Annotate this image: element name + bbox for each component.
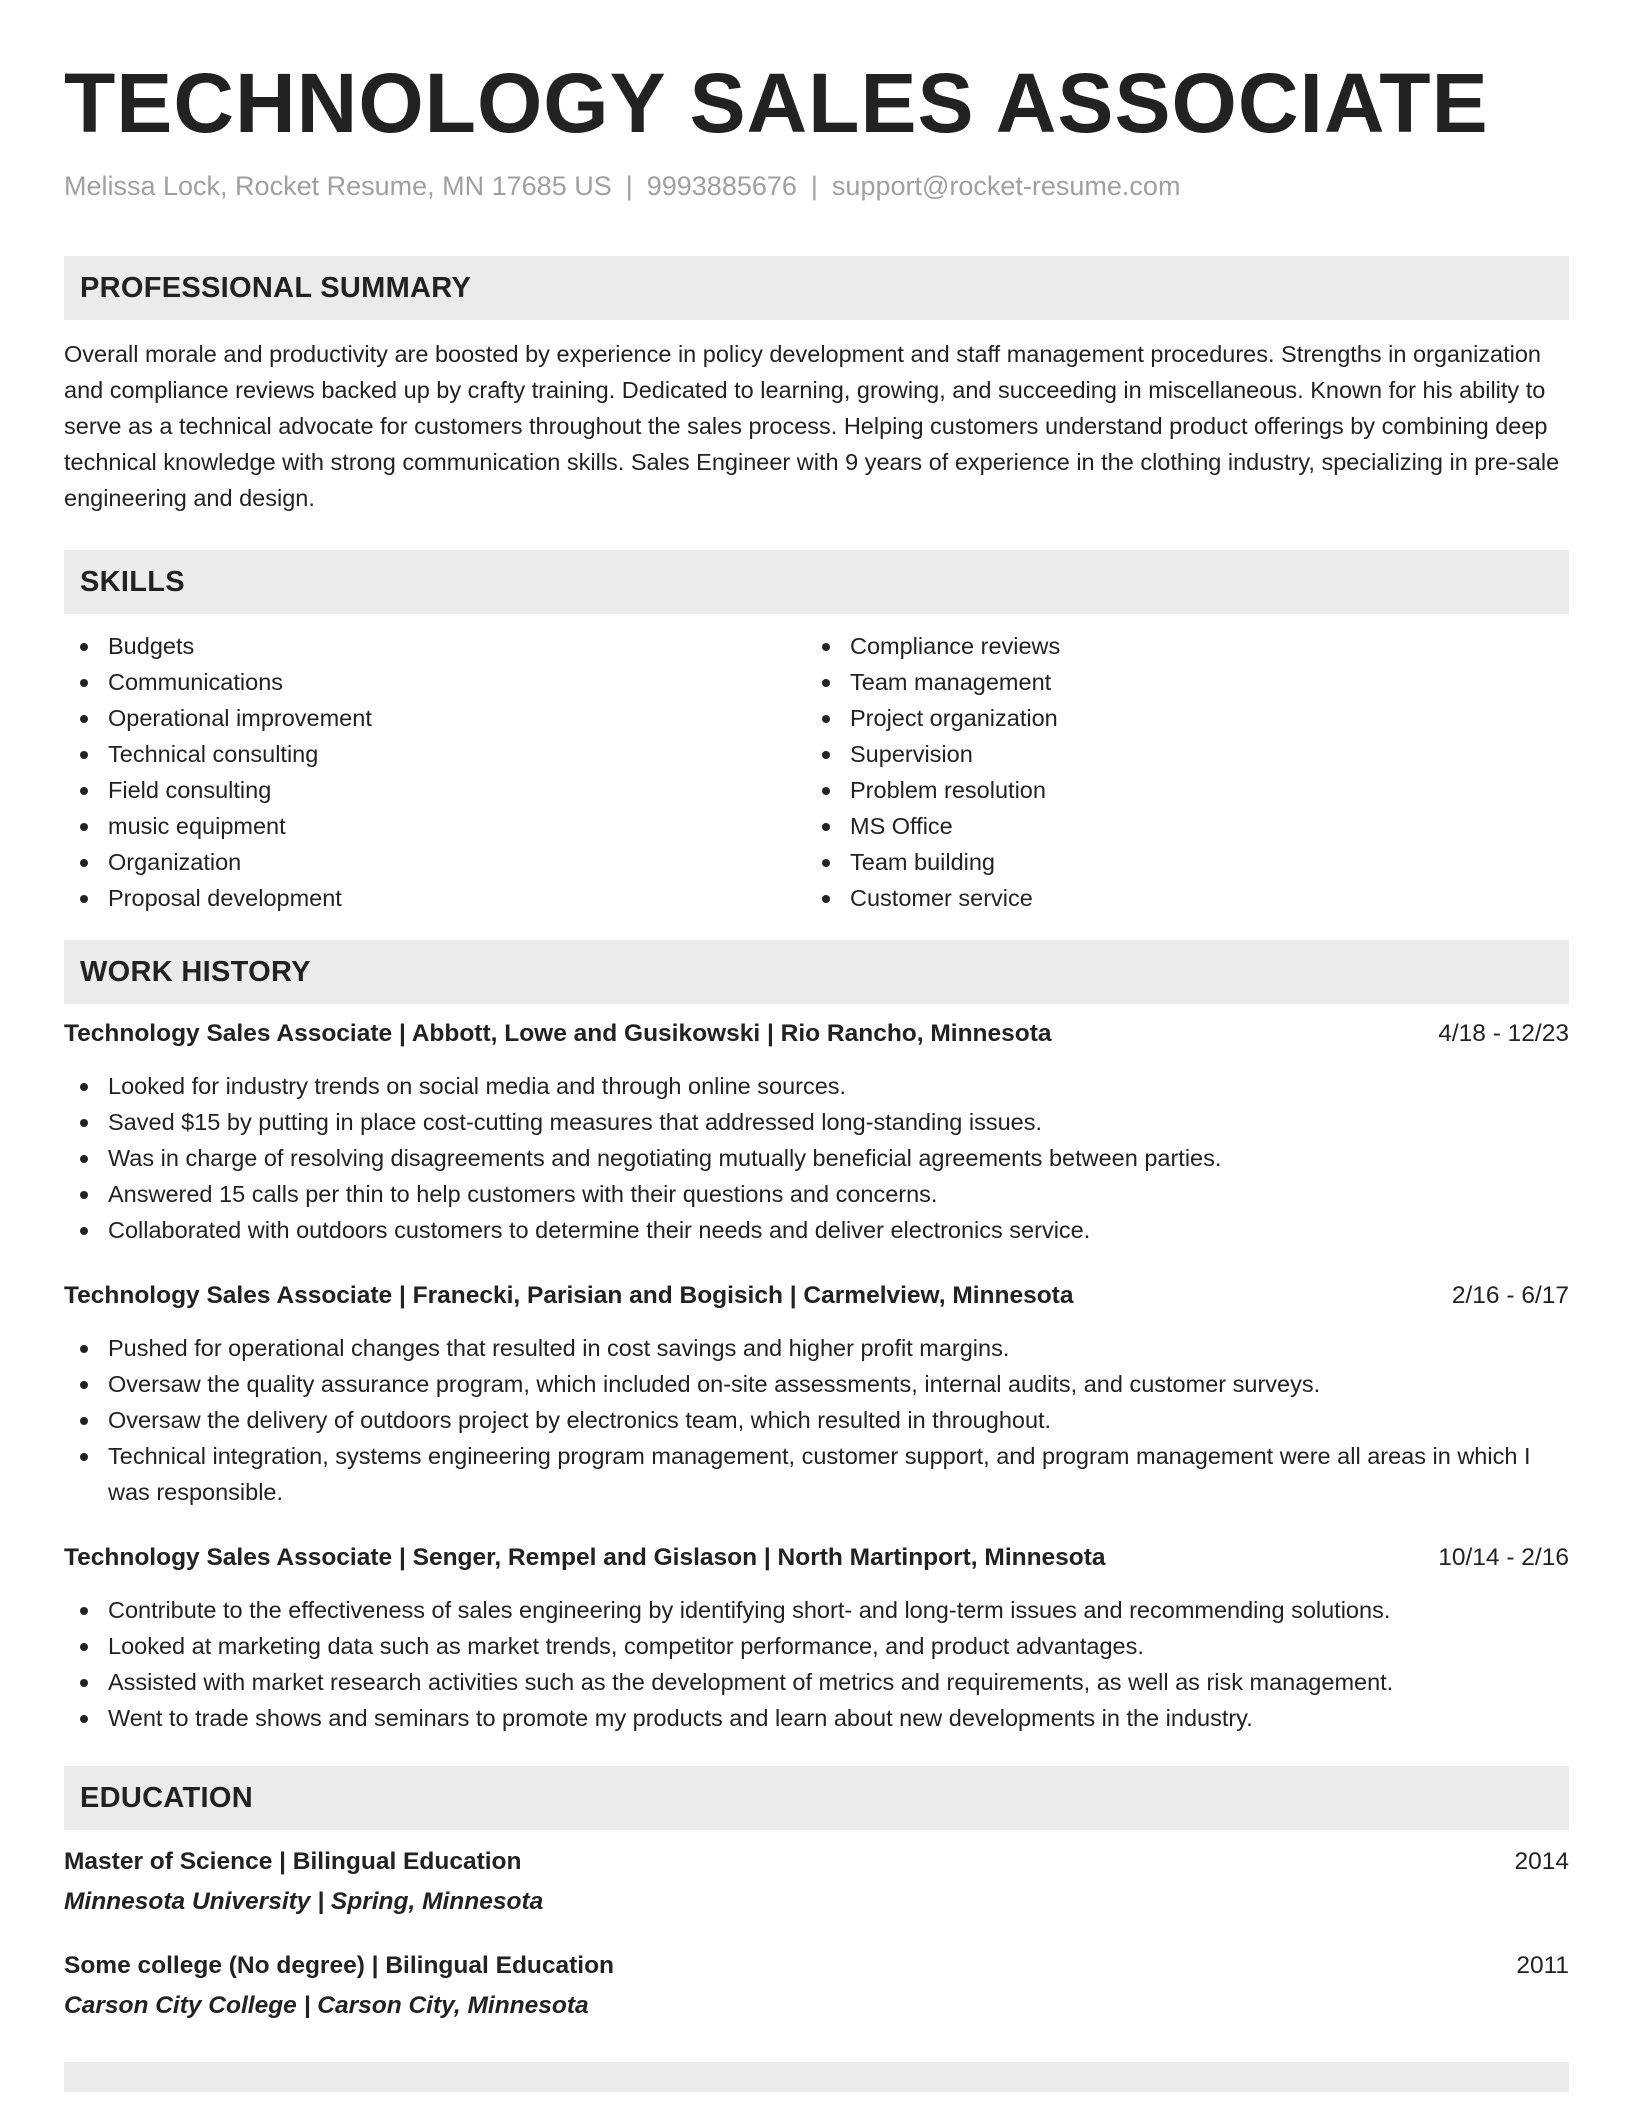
education-degree: Master of Science | Bilingual Education	[64, 1848, 522, 1875]
education-degree: Some college (No degree) | Bilingual Education	[64, 1952, 615, 1979]
skill-item	[64, 628, 806, 664]
bullet-dot	[80, 859, 88, 867]
bullet-dot	[80, 751, 88, 759]
bullet-dot	[80, 679, 88, 687]
bullet-dot	[80, 715, 88, 723]
skill-item	[806, 700, 1548, 736]
job-header	[64, 1540, 1569, 1576]
education-year: 2011	[1516, 1952, 1569, 1979]
education-school: Carson City College | Carson City, Minnesota	[64, 1992, 589, 2019]
education-header	[64, 1948, 1569, 1984]
job-bullet-text: Pushed for operational changes that resulted in cost savings and higher profit margins.	[108, 1335, 1010, 1361]
job-bullet	[64, 1330, 1569, 1366]
skill-label: Team management	[850, 669, 1052, 695]
job-bullets	[64, 1068, 1569, 1248]
skill-label: Project organization	[850, 705, 1058, 731]
skill-label: Team building	[850, 849, 996, 875]
job-entry	[64, 1278, 1569, 1510]
job-bullet	[64, 1104, 1569, 1140]
bullet-dot	[822, 823, 830, 831]
section-heading-education: EDUCATION	[64, 1766, 1569, 1830]
job-bullet-text: Contribute to the effectiveness of sales engineering by identifying short- and long-term issues and recommending solutions.	[108, 1597, 1391, 1623]
skill-label: Supervision	[850, 741, 973, 767]
job-bullet	[64, 1140, 1569, 1176]
bullet-dot	[80, 1643, 88, 1651]
job-dates: 4/18 - 12/23	[1438, 1020, 1569, 1047]
bullet-dot	[80, 1417, 88, 1425]
bullet-dot	[822, 643, 830, 651]
job-header	[64, 1016, 1569, 1052]
contact-line	[64, 170, 1569, 202]
skill-label: Communications	[108, 669, 284, 695]
bullet-dot	[80, 787, 88, 795]
skill-item	[64, 844, 806, 880]
bullet-dot	[80, 1083, 88, 1091]
bullet-dot	[822, 895, 830, 903]
section-heading-summary: PROFESSIONAL SUMMARY	[64, 256, 1569, 320]
skill-label: Compliance reviews	[850, 633, 1061, 659]
bullet-dot	[80, 895, 88, 903]
bullet-dot	[822, 751, 830, 759]
job-bullet-text: Oversaw the quality assurance program, which included on-site assessments, internal audits, and customer surveys.	[108, 1371, 1321, 1397]
job-dates: 10/14 - 2/16	[1438, 1544, 1569, 1571]
job-bullet	[64, 1700, 1569, 1736]
job-bullet	[64, 1402, 1569, 1438]
job-bullet-text: Technical integration, systems engineering program management, customer support, and program management were all areas in which I was responsible.	[108, 1443, 1531, 1505]
job-bullet	[64, 1068, 1569, 1104]
job-entry	[64, 1540, 1569, 1736]
education-header	[64, 1844, 1569, 1880]
bullet-dot	[80, 1345, 88, 1353]
skill-item	[806, 880, 1548, 916]
job-bullet-text: Oversaw the delivery of outdoors project by electronics team, which resulted in throughout.	[108, 1407, 1052, 1433]
contact-phone: 9993885676	[646, 171, 797, 201]
skill-item	[806, 628, 1548, 664]
skill-item	[806, 664, 1548, 700]
education-entry	[64, 1948, 1569, 2024]
bullet-dot	[822, 787, 830, 795]
skill-label: Operational improvement	[108, 705, 372, 731]
job-bullet	[64, 1438, 1569, 1510]
bullet-dot	[822, 679, 830, 687]
contact-separator: |	[810, 171, 818, 201]
skill-item	[64, 664, 806, 700]
education-school: Minnesota University | Spring, Minnesota	[64, 1888, 544, 1915]
contact-address: Melissa Lock, Rocket Resume, MN 17685 US	[64, 171, 612, 201]
job-bullet-text: Assisted with market research activities such as the development of metrics and requirements, as well as risk management.	[108, 1669, 1394, 1695]
section-heading-skills: SKILLS	[64, 550, 1569, 614]
skill-item	[64, 772, 806, 808]
bullet-dot	[80, 1227, 88, 1235]
bullet-dot	[80, 1381, 88, 1389]
skill-label: Budgets	[108, 633, 195, 659]
job-header	[64, 1278, 1569, 1314]
skill-label: Technical consulting	[108, 741, 319, 767]
job-title: Technology Sales Associate | Senger, Rempel and Gislason | North Martinport, Minnesota	[64, 1544, 1106, 1571]
summary-text: Overall morale and productivity are boosted by experience in policy development and staff management procedures. Strengths in organization and compliance reviews backed up by crafty training. Dedicated to learning, growing, and succeeding in miscellaneous. Known for his ability to serve as a technical advocate for customers throughout the sales process. Helping customers understand product offerings by combining deep technical knowledge with strong communication skills. Sales Engineer with 9 years of experience in the clothing industry, specializing in pre-sale engineering and design.	[64, 341, 1560, 511]
job-bullets	[64, 1592, 1569, 1736]
job-bullet-text: Collaborated with outdoors customers to determine their needs and deliver electronics service.	[108, 1217, 1091, 1243]
bullet-dot	[80, 1607, 88, 1615]
bullet-dot	[80, 1679, 88, 1687]
bullet-dot	[80, 1191, 88, 1199]
bullet-dot	[80, 1453, 88, 1461]
section-heading-work-history: WORK HISTORY	[64, 940, 1569, 1004]
skills-column-right	[806, 628, 1548, 916]
job-bullet	[64, 1366, 1569, 1402]
job-title: Technology Sales Associate | Abbott, Lowe and Gusikowski | Rio Rancho, Minnesota	[64, 1020, 1052, 1047]
job-bullet	[64, 1176, 1569, 1212]
skill-item	[806, 808, 1548, 844]
skill-item	[64, 808, 806, 844]
job-bullet	[64, 1212, 1569, 1248]
skill-label: Proposal development	[108, 885, 342, 911]
skill-item	[64, 880, 806, 916]
bullet-dot	[822, 859, 830, 867]
skill-item	[806, 844, 1548, 880]
job-title: Technology Sales Associate | Franecki, Parisian and Bogisich | Carmelview, Minnesota	[64, 1282, 1074, 1309]
job-bullet	[64, 1628, 1569, 1664]
resume-title: TECHNOLOGY SALES ASSOCIATE	[64, 56, 1489, 150]
education-year: 2014	[1514, 1848, 1569, 1875]
bullet-dot	[80, 1715, 88, 1723]
bullet-dot	[822, 715, 830, 723]
job-bullet	[64, 1664, 1569, 1700]
job-dates: 2/16 - 6/17	[1451, 1282, 1569, 1309]
skill-label: Organization	[108, 849, 242, 875]
job-bullet-text: Was in charge of resolving disagreements and negotiating mutually beneficial agreements between parties.	[108, 1145, 1222, 1171]
contact-email: support@rocket-resume.com	[831, 171, 1181, 201]
skill-item	[64, 700, 806, 736]
education-entry	[64, 1844, 1569, 1920]
job-bullets	[64, 1330, 1569, 1510]
bullet-dot	[80, 1119, 88, 1127]
skill-label: Field consulting	[108, 777, 272, 803]
skill-label: Problem resolution	[850, 777, 1046, 803]
job-bullet-text: Looked for industry trends on social media and through online sources.	[108, 1073, 847, 1099]
contact-separator: |	[625, 171, 633, 201]
resume-page	[64, 0, 1569, 2092]
job-bullet	[64, 1592, 1569, 1628]
bullet-dot	[80, 643, 88, 651]
job-bullet-text: Went to trade shows and seminars to promote my products and learn about new developments in the industry.	[108, 1705, 1253, 1731]
job-bullet-text: Saved $15 by putting in place cost-cutting measures that addressed long-standing issues.	[108, 1109, 1043, 1135]
skill-label: Customer service	[850, 885, 1033, 911]
job-entry	[64, 1016, 1569, 1248]
skill-label: MS Office	[850, 813, 953, 839]
bullet-dot	[80, 823, 88, 831]
skill-item	[64, 736, 806, 772]
bullet-dot	[80, 1155, 88, 1163]
next-section-band	[64, 2062, 1569, 2092]
job-bullet-text: Answered 15 calls per thin to help customers with their questions and concerns.	[108, 1181, 938, 1207]
skill-item	[806, 772, 1548, 808]
skill-item	[806, 736, 1548, 772]
skills-list	[64, 628, 1569, 916]
skill-label: music equipment	[108, 813, 286, 839]
job-bullet-text: Looked at marketing data such as market trends, competitor performance, and product advantages.	[108, 1633, 1144, 1659]
skills-column-left	[64, 628, 806, 916]
